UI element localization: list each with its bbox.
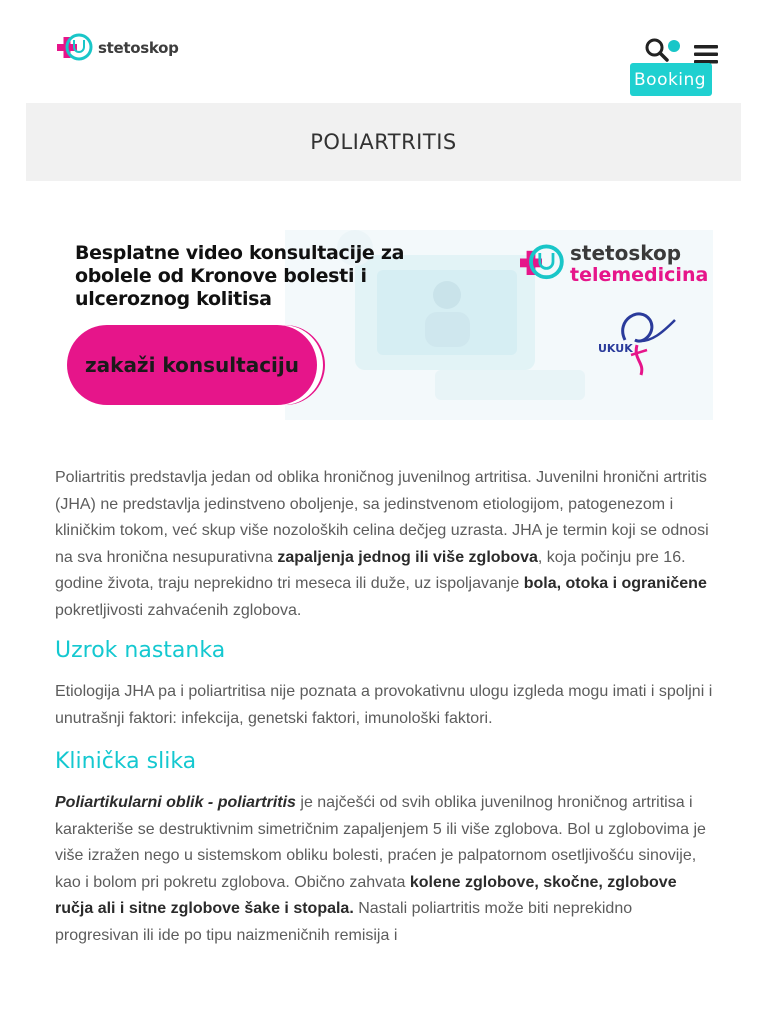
menu-icon[interactable] [694, 44, 718, 64]
cause-paragraph: Etiologija JHA pa i poliartritisa nije poznata a provokativnu ulogu izgleda mogu imati i spoljni i unutrašnji faktori: infekcija, genetski faktori, imunološki faktori. [55, 683, 713, 727]
site-logo[interactable] [55, 32, 179, 64]
user-icon[interactable] [668, 40, 680, 52]
booking-button[interactable]: Booking [630, 63, 712, 96]
section-heading-cause: Uzrok nastanka [55, 638, 226, 663]
search-icon[interactable] [644, 37, 670, 63]
stethoscope-cross-icon [55, 32, 95, 64]
site-header [0, 0, 768, 103]
banner-headline: Besplatne video konsultacije za obolele od Kronove bolesti i ulceroznog kolitisa [75, 242, 405, 310]
clinical-paragraph: Poliartikularni oblik - poliartritis je najčešći od svih oblika juvenilnog hroničnog artritisa i karakteriše se destruktivnim simetričnim zapaljenjem 5 ili više zglobova. Bol u zglobovima je više izražen nego u sistemskom obliku bolesti, praćen je palpatornom osetljivošću sinovije, kao i bolom pri pokretu zglobova. Obično zahvata kolene zglobove, skočne, zglobove ručja ali i sitne zglobove šake i stopala. Nastali poliartritis može biti neprekidno progresivan ili ide po tipu naizmeničnih remisija i [55, 794, 706, 944]
svg-text:UKUK: UKUK [598, 342, 633, 355]
ukuk-logo [595, 300, 685, 380]
section-heading-clinical: Klinička slika [55, 749, 197, 774]
stethoscope-cross-icon [520, 242, 564, 286]
logo-text: stetoskop [98, 39, 179, 57]
title-band [26, 103, 741, 181]
promo-banner[interactable] [55, 230, 713, 420]
telemedicine-brand: stetoskop telemedicina [520, 242, 708, 286]
schedule-consultation-button[interactable]: zakaži konsultaciju [67, 325, 317, 405]
intro-paragraph: Poliartritis predstavlja jedan od oblika hroničnog juvenilnog artritisa. Juvenilni hronični artritis (JHA) ne predstavlja jedinstveno oboljenje, sa jedinstvenom etiologijom, patogenezom i kliničkim tokom, već skup više nozoloških celina dečjeg uzrasta. JHA je termin koji se odnosi na sva hronična nesupurativna zapaljenja jednog ili više zglobova, koja počinju pre 16. godine života, traju neprekidno tri meseca ili duže, uz ispoljavanje bola, otoka i ograničene pokretljivosti zahvaćenih zglobova. [55, 469, 709, 619]
page-title: POLIARTRITIS [310, 130, 457, 154]
